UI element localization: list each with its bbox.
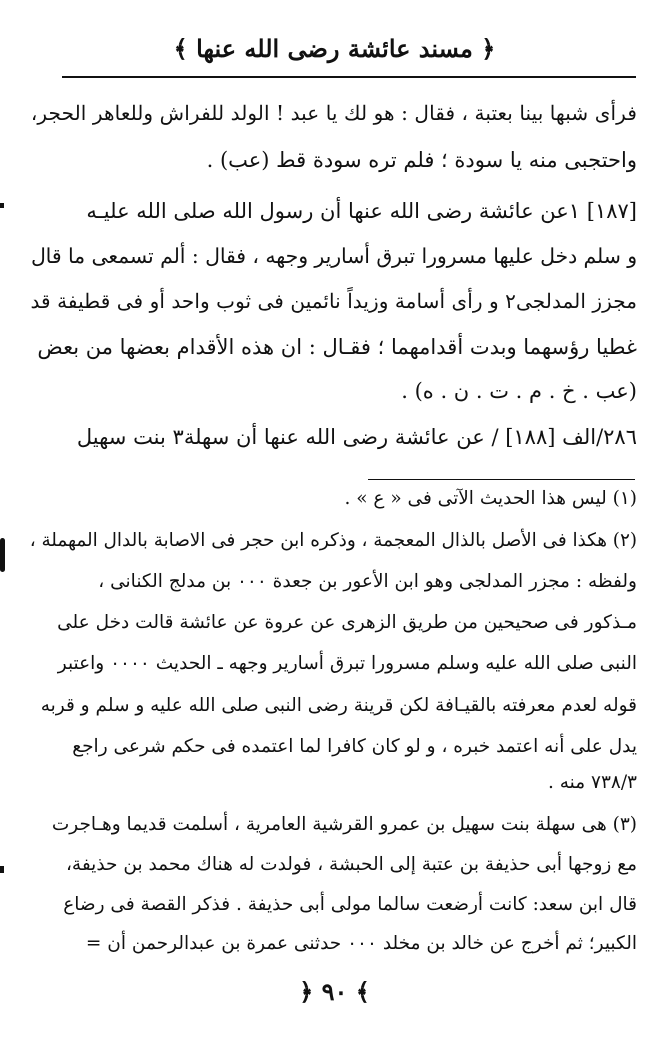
footnote-line: مـذكور فى صحيحين من طريق الزهرى عن عروة عن عائشة قالت دخل على: [57, 612, 637, 633]
scan-edge-mark: [0, 866, 4, 873]
footnote-line: قال ابن سعد: كانت أرضعت سالما مولى أبى حذيفة . فذكر القصة فى رضاع: [63, 894, 637, 915]
running-header: ﴿ مسند عائشة رضى الله عنها ﴾: [173, 34, 496, 63]
footnote-line: الكبير؛ ثم أخرج عن خالد بن مخلد ٠٠٠ حدثنى عمرة بن عبدالرحمن أن =: [85, 933, 637, 954]
body-line: فرأى شبها بينا بعتبة ، فقال : هو لك يا عبد ! الولد للفراش وللعاهر الحجر،: [30, 101, 637, 125]
header-rule: [62, 76, 636, 78]
body-line: واحتجبى منه يا سودة ؛ فلم تره سودة قط (عب) .: [206, 148, 637, 172]
body-line: و سلم دخل عليها مسرورا تبرق أسارير وجهه ، فقال : ألم تسمعى ما قال: [30, 244, 637, 268]
scan-edge-mark: [0, 538, 5, 572]
hadith-188-line: ٢٨٦/الف [١٨٨] / عن عائشة رضى الله عنها أن سهلة٣ بنت سهيل: [76, 425, 637, 449]
footnote-separator: [368, 479, 635, 480]
footnote-3: (٣) هى سهلة بنت سهيل بن عمرو القرشية العامرية ، أسلمت قديما وهـاجرت: [51, 814, 637, 835]
footnote-line: قوله لعدم معرفته بالقيـافة لكن قرينة رضى النبى صلى الله عليه و سلم و قربه: [40, 695, 637, 716]
footnote-line: النبى صلى الله عليه وسلم مسرورا تبرق أسارير وجهه ـ الحديث ٠٠٠٠ واعتبر: [57, 653, 637, 674]
footnote-1: (١) ليس هذا الحديث الآتى فى « ع » .: [344, 488, 637, 509]
source-abbreviations: (عب . خ . م . ت . ن . ه) .: [401, 379, 637, 403]
footnote-2: (٢) هكذا فى الأصل بالذال المعجمة ، وذكره ابن حجر فى الاصابة بالدال المهملة ،: [29, 530, 637, 551]
footnote-line: ٧٣٨/٣ منه .: [547, 772, 637, 793]
page-number: ﴿ ٩٠ ﴾: [299, 977, 370, 1006]
body-line: مجزز المدلجى٢ و رأى أسامة وزيداً نائمين فى ثوب واحد أو فى قطيفة قد: [30, 289, 637, 313]
footnote-line: مع زوجها أبى حذيفة بن عتبة إلى الحبشة ، فولدت له هناك محمد بن حذيفة،: [65, 854, 637, 875]
footnote-line: ولفظه : مجزر المدلجى وهو ابن الأعور بن جعدة ٠٠٠ بن مدلج الكنانى ،: [98, 571, 637, 592]
body-line: غطيا رؤسهما وبدت أقدامهما ؛ فقـال : ان هذه الأقدام بعضها من بعض: [37, 335, 637, 359]
footnote-line: يدل على أنه اعتمد خبره ، و لو كان كافرا لما اعتمده فى حكم شرعى راجع: [72, 736, 637, 757]
hadith-187-line: [١٨٧] ١عن عائشة رضى الله عنها أن رسول الله صلى الله عليـه: [86, 199, 637, 223]
scan-edge-mark: [0, 203, 4, 208]
